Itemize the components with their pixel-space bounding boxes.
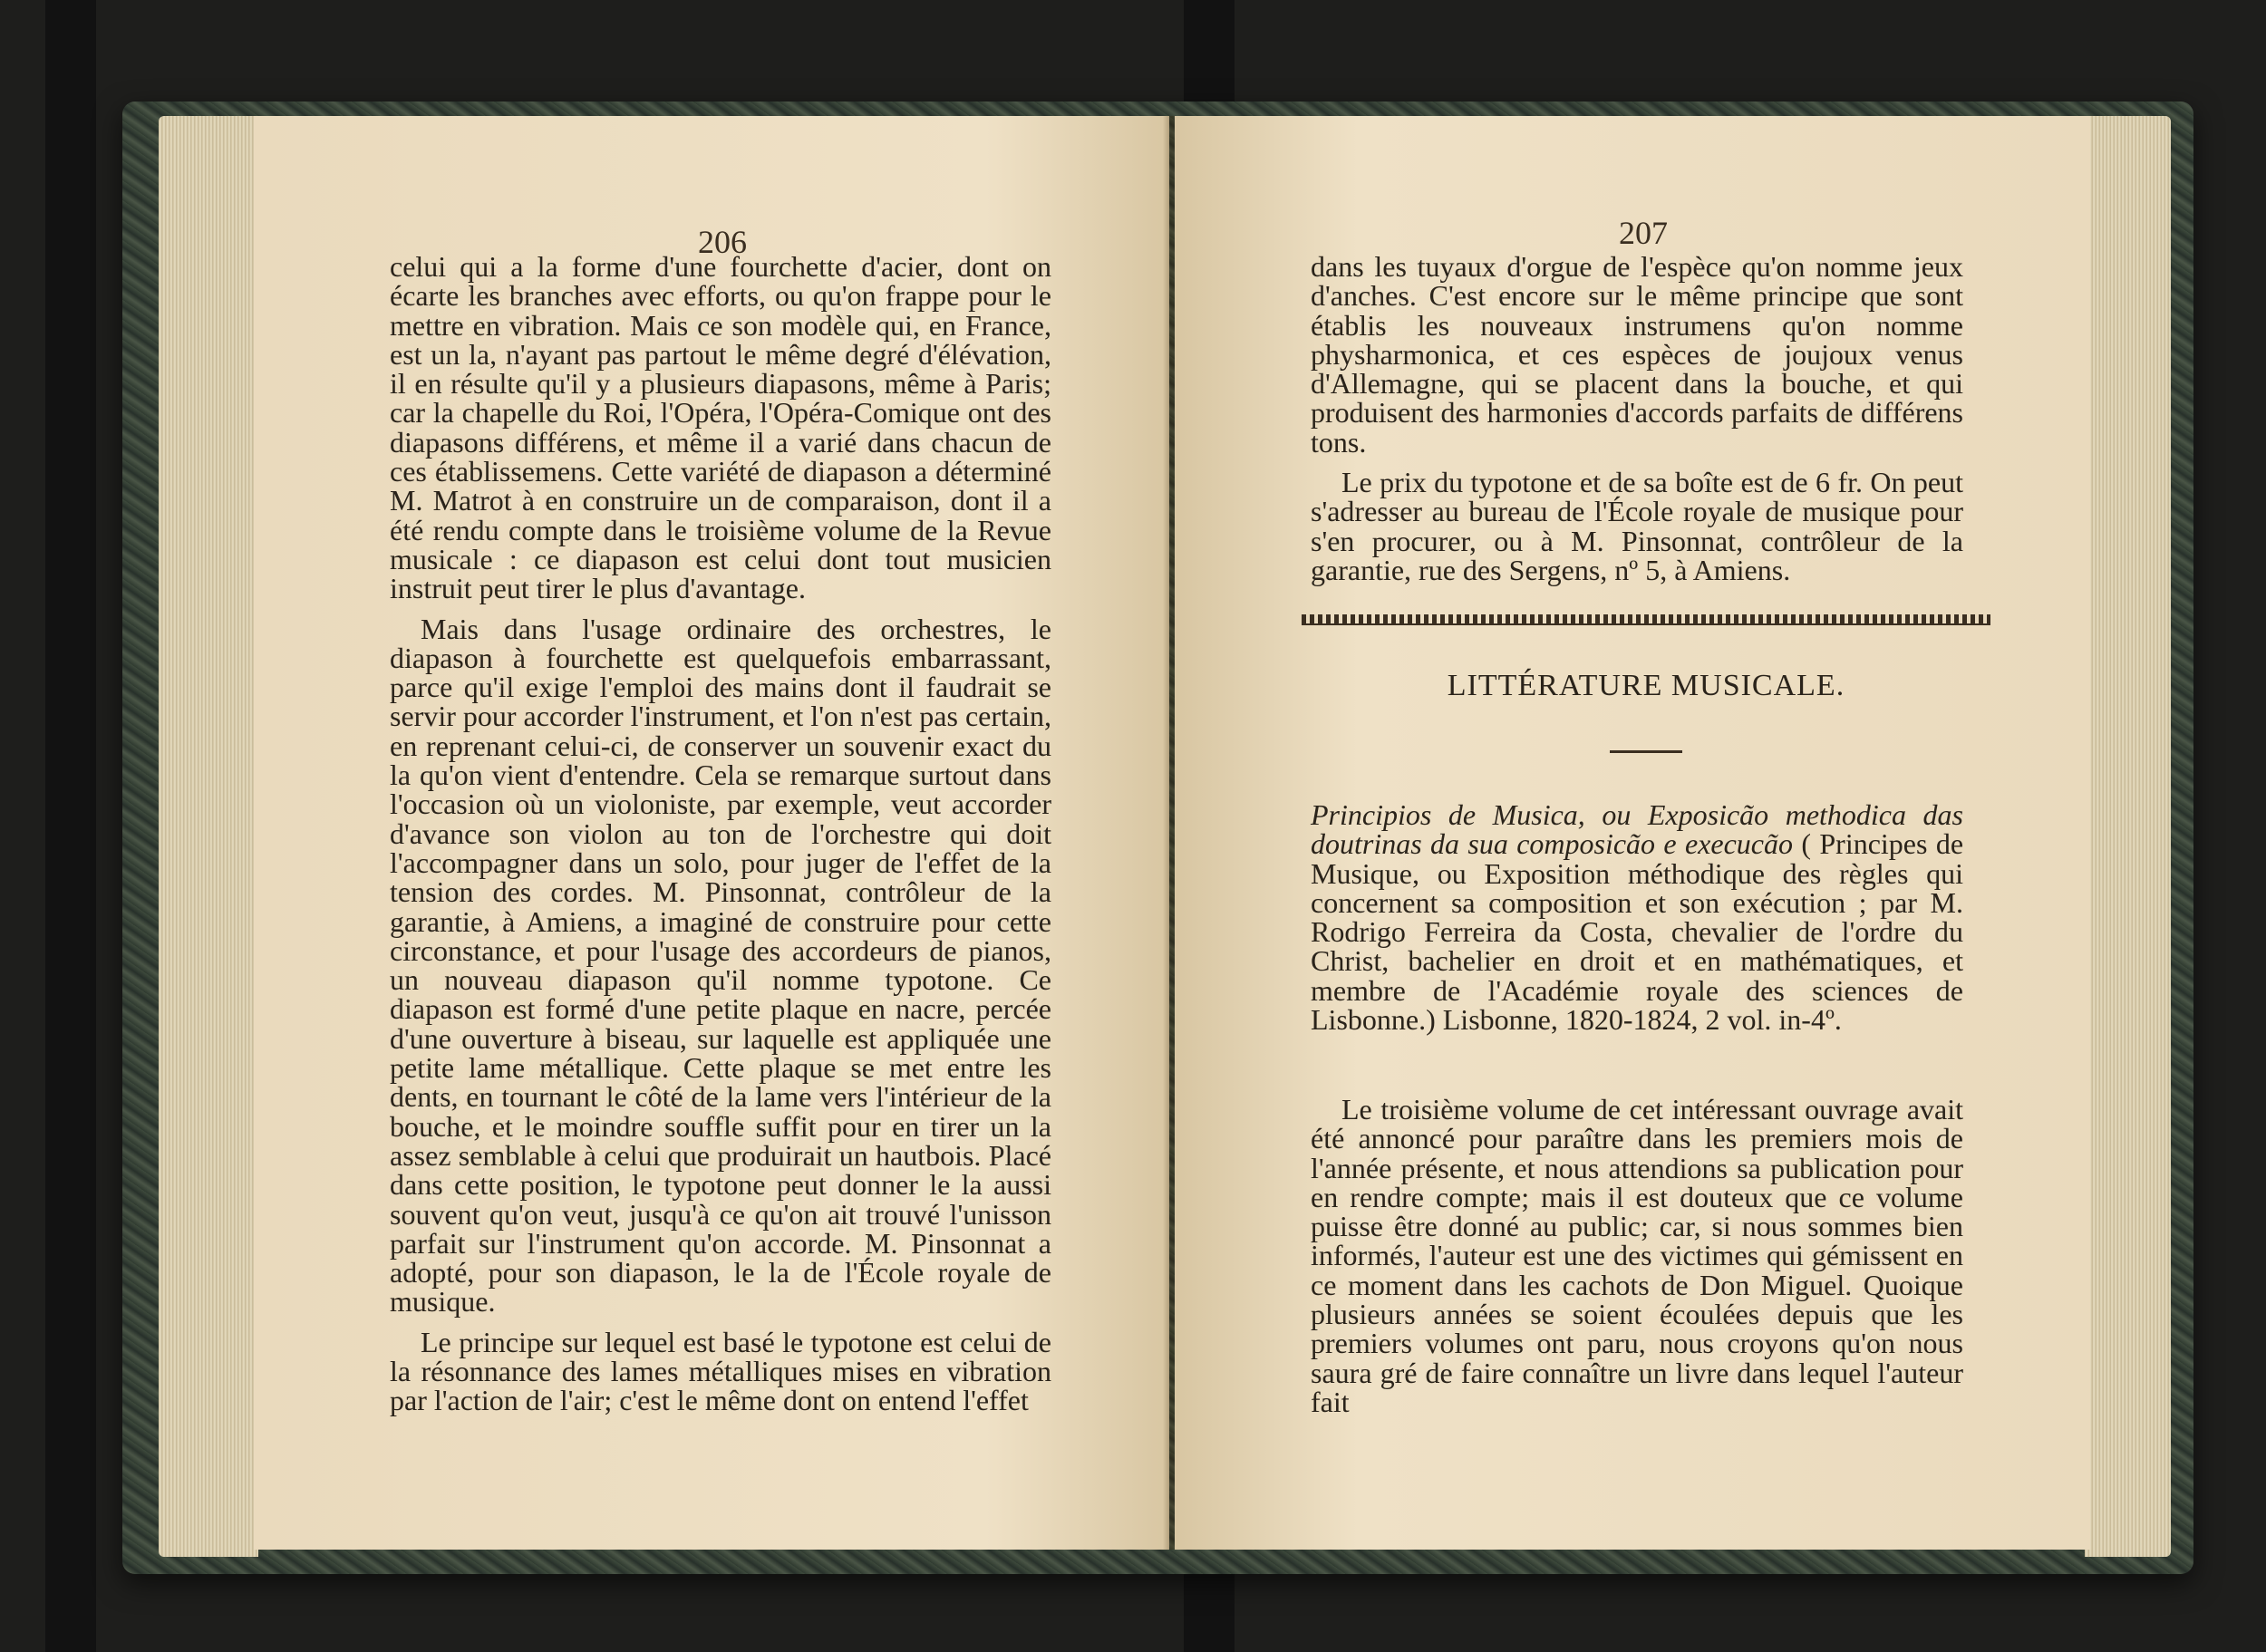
right-paragraph-3: Le troisième volume de cet intéressant ouvrage avait été annoncé pour paraître dans les premiers mois de l'année présente, et nous attendions sa publication pour en rendre compte; mais il est douteux que ce volume puisse être donné au public; car, si nous sommes bien informés, l'auteur est une des victimes qui gémissent en ce moment dans les cachots de Don Miguel. Quoique plusieurs années se soient écoulées depuis que les premiers volumes ont paru, nous croyons qu'on nous saura gré de faire connaître un livre dans lequel l'auteur fait	[1311, 1093, 1963, 1418]
right-paragraph-2: Le prix du typotone et de sa boîte est de 6 fr. On peut s'adresser au bureau de l'École royale de musique pour s'en procurer, ou à M. Pinsonnat, contrôleur de la garantie, rue des Sergens, nº 5, à Amiens.	[1311, 466, 1963, 586]
entry-body: ( Principes de Musique, ou Exposition méthodique des règles qui concernent sa composition et son exécution ; par M. Rodrigo Ferreira da Costa, chevalier de l'ordre du Christ, bachelier en droit et en mathématiques, et membre de l'Académie royale des sciences de Lisbonne.) Lisbonne, 1820-1824, 2 vol. in-4º.	[1311, 827, 1964, 1037]
section-divider-rule	[1302, 614, 1990, 625]
bibliographic-entry	[1311, 800, 1963, 1045]
right-page-bottom-text	[1311, 1095, 1963, 1427]
left-page-text	[390, 252, 1051, 1426]
left-paragraph-3: Le principe sur lequel est basé le typotone est celui de la résonnance des lames métalliques mises en vibration par l'action de l'air; c'est le même dont on entend l'effet	[390, 1325, 1051, 1417]
backdrop-stripe-left	[45, 0, 96, 1652]
right-page-block-edge	[2085, 116, 2171, 1557]
left-page	[254, 116, 1169, 1550]
left-paragraph-1: celui qui a la forme d'une fourchette d'acier, dont on écarte les branches avec efforts, ou qu'on frappe pour le mettre en vibration. Mais ce son modèle qui, en France, est un la, n'ayant pas partout le même degré d'élévation, il en résulte qu'il y a plusieurs diapasons, même à Paris; car la chapelle du Roi, l'Opéra, l'Opéra-Comique ont des diapasons différens, et même il a varié dans chacun de ces établissemens. Cette variété de diapason a déterminé M. Matrot à en construire un de comparaison, dont il a été rendu compte dans le troisième volume de la Revue musicale : ce diapason est celui dont tout musicien instruit peut tirer le plus d'avantage.	[390, 250, 1051, 605]
section-heading: LITTÉRATURE MUSICALE.	[1447, 669, 1845, 702]
right-page	[1175, 116, 2090, 1550]
left-page-number: 206	[698, 224, 747, 260]
right-page-top-text	[1311, 252, 1963, 595]
heading-underline	[1610, 750, 1682, 753]
entry-paragraph	[1311, 798, 1964, 1037]
entry-title: Principios de Musica, ou Exposicão methodica das doutrinas da sua composicão e execucão	[1311, 798, 1963, 861]
left-page-block-edge	[159, 116, 258, 1557]
left-paragraph-2: Mais dans l'usage ordinaire des orchestres, le diapason à fourchette est quelquefois embarrassant, parce qu'il exige l'emploi des mains dont il faudrait se servir pour accorder l'instrument, et l'on n'est pas certain, en reprenant celui-ci, de conserver un souvenir exact du la qu'on vient d'entendre. Cela se remarque surtout dans l'occasion où un violoniste, par exemple, veut accorder d'avance son violon au ton de l'orchestre qui doit l'accompagner dans un solo, pour juger de l'effet de la tension des cordes. M. Pinsonnat, contrôleur de la garantie, à Amiens, a imaginé de construire pour cette circonstance, et pour l'usage des accordeurs de pianos, un nouveau diapason qu'il nomme typotone. Ce diapason est formé d'une petite plaque en nacre, percée d'une ouverture à biseau, sur laquelle est appliquée une petite lame métallique. Cette plaque se met entre les dents, en tournant le côté de la lame vers l'intérieur de la bouche, et le moindre souffle suffit pour en tirer un la assez semblable à celui que produirait un hautbois. Placé dans cette position, le typotone peut donner le la aussi souvent qu'on veut, jusqu'à ce qu'on ait trouvé l'unisson parfait sur l'instrument qu'on accorde. M. Pinsonnat a adopté, pour son diapason, le la de l'École royale de musique.	[390, 612, 1051, 1319]
right-page-number: 207	[1619, 215, 1668, 251]
right-paragraph-1: dans les tuyaux d'orgue de l'espèce qu'on nomme jeux d'anches. C'est encore sur le même principe que sont établis les nouveaux instrumens qu'on nomme physharmonica, et ces espèces de joujoux venus d'Allemagne, qui se placent dans la bouche, et qui produisent des harmonies d'accords parfaits de différens tons.	[1311, 250, 1963, 459]
